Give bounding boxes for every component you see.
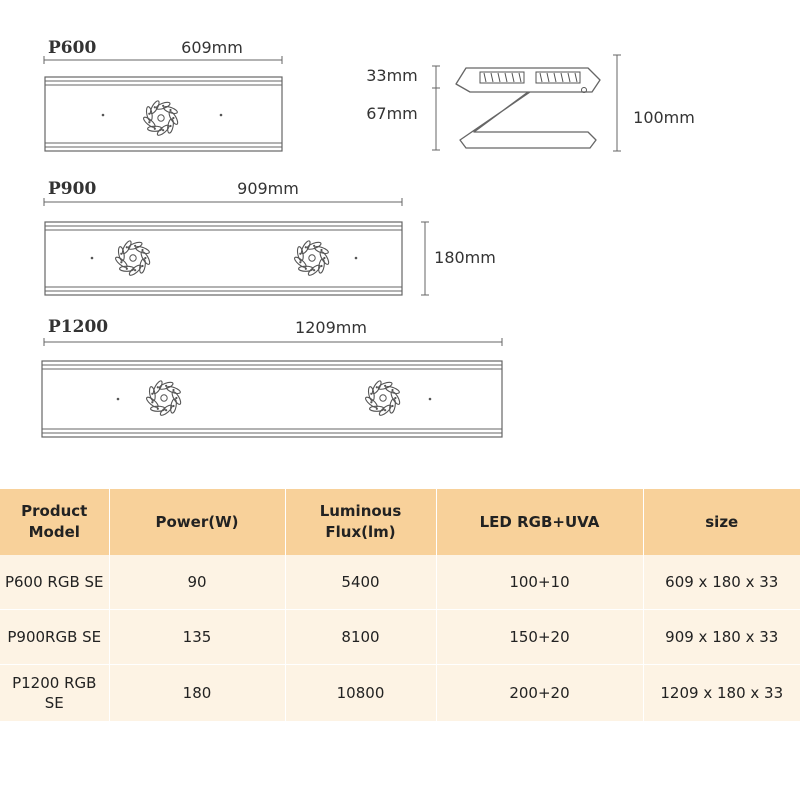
header-size: size	[643, 489, 800, 555]
led-dot	[151, 401, 153, 403]
side-profile-outline	[456, 68, 600, 148]
p1200-fixture	[42, 361, 502, 437]
cell-led: 200+20	[436, 665, 643, 722]
led-dot	[370, 401, 372, 403]
led-dot	[320, 249, 322, 251]
header-text: Product	[21, 502, 88, 520]
led-dot	[172, 389, 174, 391]
led-dot	[120, 261, 122, 263]
cell-flux: 10800	[285, 665, 436, 722]
led-dot	[141, 265, 143, 267]
p900-width-label: 180mm	[434, 248, 496, 267]
led-dot	[157, 408, 159, 410]
table-row	[0, 610, 800, 665]
header-led: LED RGB+UVA	[436, 489, 643, 555]
cell-model-line: SE	[44, 694, 64, 712]
led-dot	[376, 386, 378, 388]
side-bottom-height-label: 67mm	[366, 104, 418, 123]
led-dot	[141, 249, 143, 251]
mount-point	[429, 398, 432, 401]
side-top-height-label: 33mm	[366, 66, 418, 85]
p600-label: P600	[48, 38, 97, 58]
p600-fixture-outline	[45, 77, 282, 151]
cell-size: 609 x 180 x 33	[643, 555, 800, 610]
led-dot	[391, 389, 393, 391]
led-dot	[154, 106, 156, 108]
spec-table	[0, 489, 800, 721]
header-text: Flux(lm)	[325, 523, 396, 541]
table-row	[0, 665, 800, 722]
cell-model-line: P1200 RGB	[12, 674, 97, 692]
cell-power: 135	[109, 610, 285, 665]
led-dot	[320, 265, 322, 267]
p900-fixture-outline	[45, 222, 402, 295]
mount-point	[355, 257, 358, 260]
p1200-fixture-outline	[42, 361, 502, 437]
led-dot	[126, 268, 128, 270]
cell-power: 90	[109, 555, 285, 610]
led-dot	[376, 408, 378, 410]
mount-point	[117, 398, 120, 401]
p600-length-label: 609mm	[181, 38, 243, 57]
led-dot	[126, 246, 128, 248]
led-dot	[157, 386, 159, 388]
mount-point	[220, 114, 223, 117]
cell-model: P900RGB SE	[0, 610, 109, 665]
mount-point	[102, 114, 105, 117]
p1200-length-label: 1209mm	[295, 318, 367, 337]
header-luminous-flux	[285, 489, 436, 555]
cell-led: 100+10	[436, 555, 643, 610]
table-header-row	[0, 489, 800, 555]
led-dot	[169, 125, 171, 127]
led-dot	[305, 246, 307, 248]
p900-label: P900	[48, 179, 97, 199]
led-dot	[172, 405, 174, 407]
mount-point	[91, 257, 94, 260]
led-dot	[391, 405, 393, 407]
led-dot	[169, 109, 171, 111]
p900-fixture	[45, 222, 402, 295]
p900-length-label: 909mm	[237, 179, 299, 198]
cell-size: 1209 x 180 x 33	[643, 665, 800, 722]
header-text: Luminous	[319, 502, 402, 520]
cell-flux: 8100	[285, 610, 436, 665]
header-power: Power(W)	[109, 489, 285, 555]
side-total-height-label: 100mm	[633, 108, 695, 127]
led-dot	[148, 121, 150, 123]
cell-flux: 5400	[285, 555, 436, 610]
led-dot	[305, 268, 307, 270]
header-text: Model	[28, 523, 80, 541]
cell-model	[0, 665, 109, 722]
p600-fixture	[45, 77, 282, 151]
table-row	[0, 555, 800, 610]
p1200-label: P1200	[48, 317, 109, 337]
header-product-model	[0, 489, 109, 555]
cell-led: 150+20	[436, 610, 643, 665]
led-dot	[299, 261, 301, 263]
led-dot	[154, 128, 156, 130]
cell-size: 909 x 180 x 33	[643, 610, 800, 665]
cell-model: P600 RGB SE	[0, 555, 109, 610]
cell-power: 180	[109, 665, 285, 722]
